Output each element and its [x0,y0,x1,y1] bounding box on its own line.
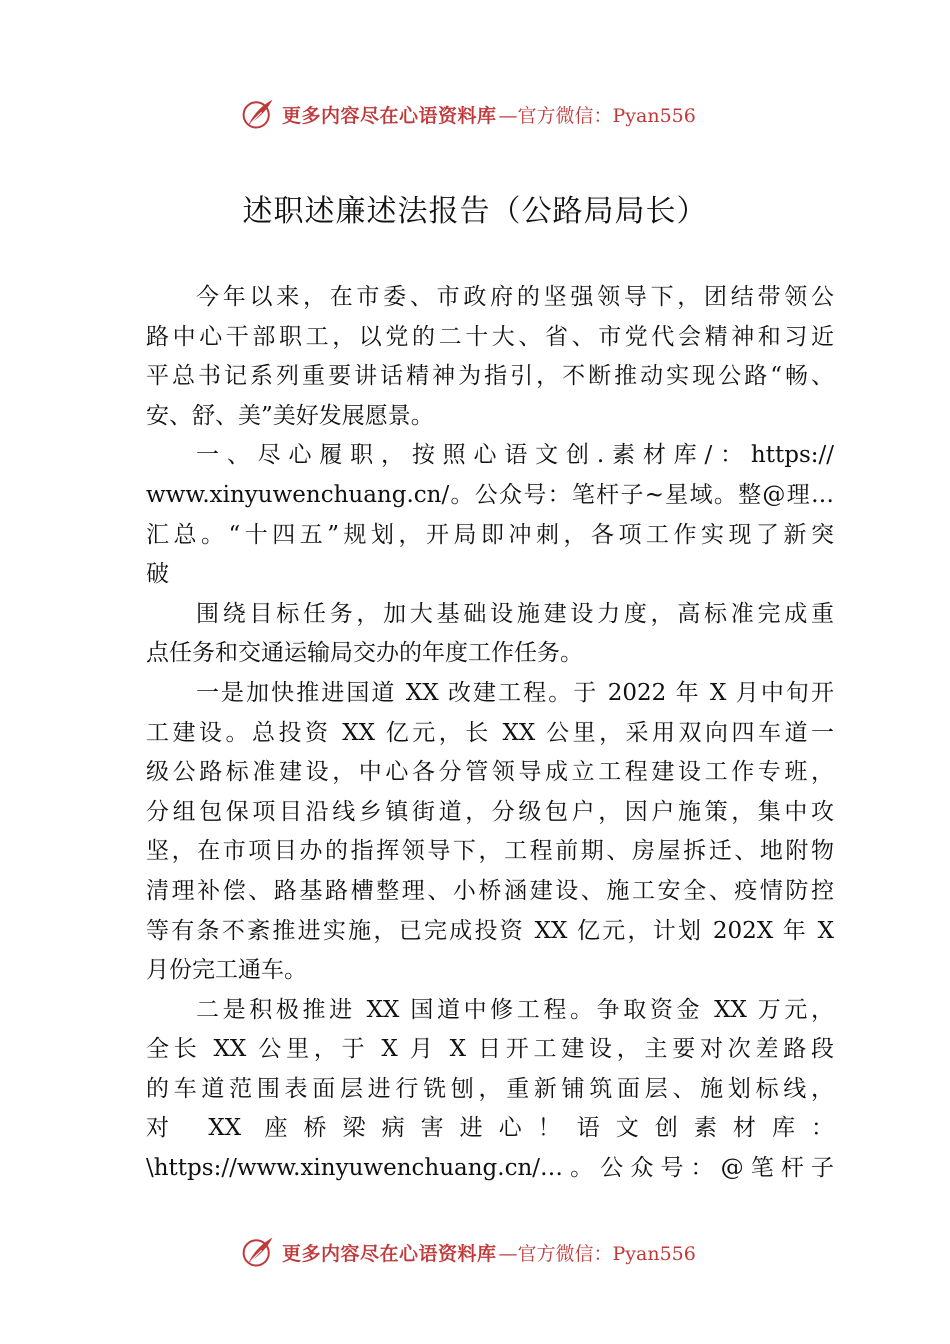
document-body [146,278,834,1189]
body-line: 工建设。总投资 XX 亿元，长 XX 公里，采用双向四车道一 [146,719,834,746]
body-line: 围绕目标任务，加大基础设施建设力度，高标准完成重 [196,600,834,627]
body-line: 等有条不紊推进实施，已完成投资 XX 亿元，计划 202X 年 X [146,917,834,944]
banner-handle: —官方微信：Pyan556 [498,104,696,127]
body-line: 全长 XX 公里，于 X 月 X 日开工建设，主要对次差路段 [146,1036,834,1063]
body-line: 分组包保项目沿线乡镇街道，分级包户，因户施策，集中攻 [146,798,834,825]
body-line: 破 [146,561,169,588]
body-line: 级公路标准建设，中心各分管领导成立工程建设工作专班， [146,759,834,786]
body-line: 月份完工通车。 [146,957,307,984]
body-line: 路中心干部职工，以党的二十大、省、市党代会精神和习近 [146,323,834,350]
banner-text: 更多内容尽在心语资料库 [282,1242,497,1265]
body-line: \https://www.xinyuwenchuang.cn/…。公众号：@笔杆子 [146,1155,834,1182]
banner-text: 更多内容尽在心语资料库 [282,104,497,127]
body-line: 坚，在市项目办的指挥领导下，工程前期、房屋拆迁、地附物 [146,838,834,865]
body-line: 一、尽心履职，按照心语文创.素材库/：https:// [196,442,834,469]
feather-pen-logo-icon [240,1234,276,1270]
footer-banner [240,1232,760,1272]
feather-pen-logo-icon [240,96,276,132]
body-line: 清理补偿、路基路槽整理、小桥涵建设、施工安全、疫情防控 [146,877,834,904]
body-line: 平总书记系列重要讲话精神为指引，不断推动实现公路“畅、 [146,363,834,390]
banner-handle: —官方微信：Pyan556 [498,1242,696,1265]
body-line: 点任务和交通运输局交办的年度工作任务。 [146,640,583,667]
document-title: 述职述廉述法报告（公路局局长） [242,194,708,229]
body-line: www.xinyuwenchuang.cn/。公众号：笔杆子~星域。整@理… [146,481,834,508]
body-line: 今年以来，在市委、市政府的坚强领导下，团结带领公 [196,284,834,310]
body-line: 汇总。“十四五”规划，开局即冲刺，各项工作实现了新突 [146,521,834,548]
body-line: 的车道范围表面层进行铣刨，重新铺筑面层、施划标线， [146,1075,834,1102]
body-line: 安、舒、美”美好发展愿景。 [146,402,434,429]
body-line: 一是加快推进国道 XX 改建工程。于 2022 年 X 月中旬开 [196,679,834,706]
body-line: 对 XX 座桥梁病害进心！语文创素材库： [146,1115,834,1142]
body-line: 二是积极推进 XX 国道中修工程。争取资金 XX 万元， [196,996,834,1023]
header-banner [240,94,760,134]
